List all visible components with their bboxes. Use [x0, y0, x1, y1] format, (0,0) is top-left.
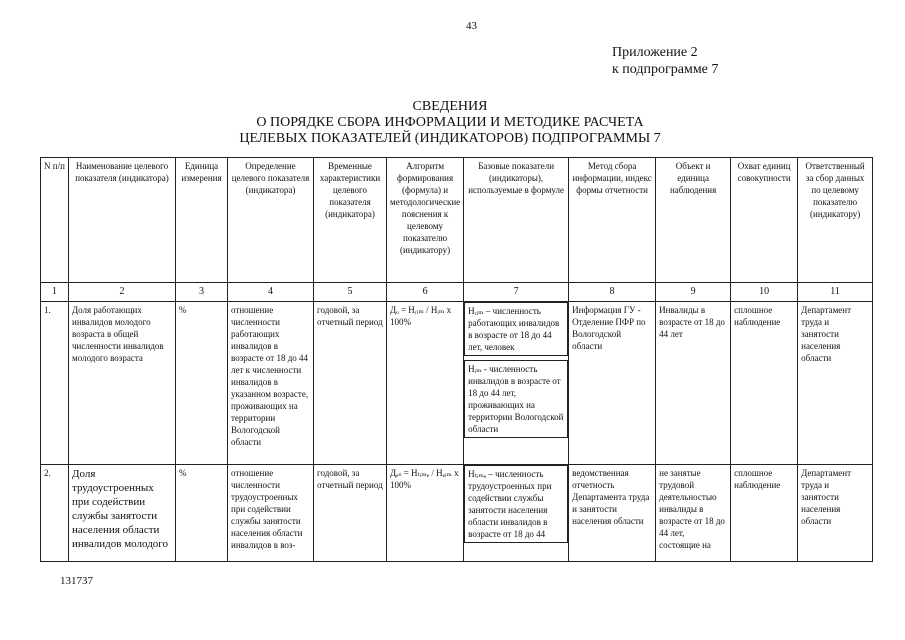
column-number: 10	[731, 283, 798, 302]
definition: отношение численности работающих инвалидов в возрасте от 18 до 44 лет к численности инвалидов в указанном возрасте, проживающих на территории Вологодской области	[228, 302, 314, 465]
header-cell: Охват единиц совокупности	[731, 158, 798, 283]
indicator-name: Доля трудоустроенных при содействии службы занятости населения области инвалидов молодого	[69, 465, 176, 562]
indicators-table	[40, 157, 873, 562]
appendix-line-1: Приложение 2	[612, 45, 698, 60]
header-cell: Метод сбора информации, индекс формы отчетности	[569, 158, 656, 283]
base-indicators	[464, 465, 569, 562]
title-line-2: О ПОРЯДКЕ СБОРА ИНФОРМАЦИИ И МЕТОДИКЕ РАСЧЕТА	[256, 115, 644, 130]
column-number: 6	[387, 283, 464, 302]
header-cell: N п/п	[41, 158, 69, 283]
row-number: 2.	[41, 465, 69, 562]
coverage: сплошное наблюдение	[731, 465, 798, 562]
header-row	[41, 158, 873, 283]
page-number: 43	[466, 20, 477, 32]
header-cell: Ответственный за сбор данных по целевому показателю (индикатору)	[798, 158, 873, 283]
base-indicator-2: Нᵢₘ - численность инвалидов в возрасте от 18 до 44 лет, проживающих на территории Вологодской области	[464, 360, 568, 438]
column-number: 1	[41, 283, 69, 302]
table-row	[41, 465, 873, 562]
base-indicator-1: Нᵣᵢₘ – численность работающих инвалидов в возрасте от 18 до 44 лет, человек	[464, 302, 568, 356]
coverage: сплошное наблюдение	[731, 302, 798, 465]
header-cell: Единица измерения	[176, 158, 228, 283]
header-cell: Определение целевого показателя (индикатора)	[228, 158, 314, 283]
document-code: 131737	[60, 575, 93, 587]
column-number: 8	[569, 283, 656, 302]
responsible: Департамент труда и занятости населения области	[798, 465, 873, 562]
unit: %	[176, 302, 228, 465]
header-cell: Временные характеристики целевого показателя (индикатора)	[314, 158, 387, 283]
column-number: 5	[314, 283, 387, 302]
responsible: Департамент труда и занятости населения области	[798, 302, 873, 465]
observation-object: не занятые трудовой деятельностью инвалиды в возрасте от 18 до 44 лет, состоящие на	[656, 465, 731, 562]
header-cell: Базовые показатели (индикаторы), используемые в формуле	[464, 158, 569, 283]
appendix-line-2: к подпрограмме 7	[612, 62, 719, 77]
time-characteristics: годовой, за отчетный период	[314, 465, 387, 562]
column-number: 7	[464, 283, 569, 302]
formula: Дₑₛ = Нₜᵢₘₑ / Нₑᵢₘ x 100%	[387, 465, 464, 562]
base-indicator-1: Нₜᵢₘₑ – численность трудоустроенных при содействии службы занятости населения области инвалидов в возрасте от 18 до 44	[464, 465, 568, 543]
title-line-1: СВЕДЕНИЯ	[412, 99, 488, 114]
indicator-name: Доля работающих инвалидов молодого возраста в общей численности инвалидов молодого возраста	[69, 302, 176, 465]
column-number: 4	[228, 283, 314, 302]
unit: %	[176, 465, 228, 562]
header-cell: Объект и единица наблюдения	[656, 158, 731, 283]
formula: Дₒ = Нᵣᵢₘ / Нᵢₘ x 100%	[387, 302, 464, 465]
row-number: 1.	[41, 302, 69, 465]
header-cell: Алгоритм формирования (формула) и методологические пояснения к целевому показателю (индикатору)	[387, 158, 464, 283]
definition: отношение численности трудоустроенных при содействии службы занятости населения области инвалидов в воз-	[228, 465, 314, 562]
collection-method: ведомственная отчетность Департамента труда и занятости населения области	[569, 465, 656, 562]
appendix-heading	[612, 44, 718, 78]
header-cell: Наименование целевого показателя (индикатора)	[69, 158, 176, 283]
document-title	[150, 99, 750, 147]
time-characteristics: годовой, за отчетный период	[314, 302, 387, 465]
collection-method: Информация ГУ - Отделение ПФР по Вологодской области	[569, 302, 656, 465]
column-number: 11	[798, 283, 873, 302]
column-number: 3	[176, 283, 228, 302]
column-number: 9	[656, 283, 731, 302]
title-line-3: ЦЕЛЕВЫХ ПОКАЗАТЕЛЕЙ (ИНДИКАТОРОВ) ПОДПРОГРАММЫ 7	[239, 131, 661, 146]
observation-object: Инвалиды в возрасте от 18 до 44 лет	[656, 302, 731, 465]
table-row	[41, 302, 873, 465]
column-number: 2	[69, 283, 176, 302]
column-number-row	[41, 283, 873, 302]
base-indicators	[464, 302, 569, 465]
